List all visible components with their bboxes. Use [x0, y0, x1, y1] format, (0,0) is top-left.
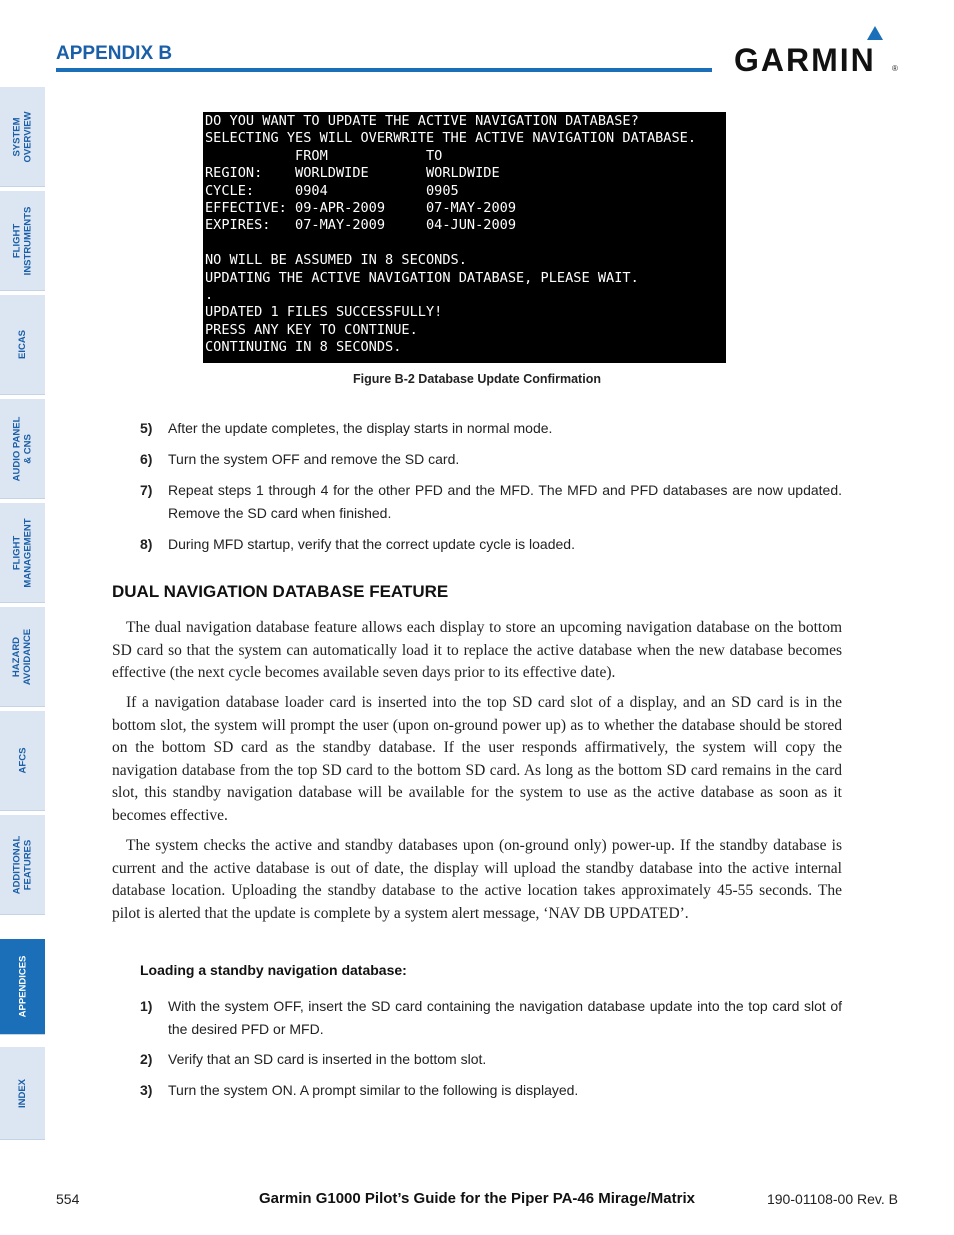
step-number: 5)	[140, 420, 153, 436]
tab-audio-panel[interactable]	[0, 399, 45, 499]
step-text: Repeat steps 1 through 4 for the other PFD and the MFD. The MFD and PFD databases are now updated. Remove the SD card when finished.	[168, 482, 842, 521]
screen-line: UPDATING THE ACTIVE NAVIGATION DATABASE, PLEASE WAIT.	[205, 269, 639, 286]
tab-index[interactable]	[0, 1047, 45, 1140]
tab-system-overview[interactable]	[0, 87, 45, 187]
body-paragraph: If a navigation database loader card is inserted into the top SD card slot of a display, and an SD card is in the bottom slot, the system will prompt the user (upon on-ground power up) as to whether the database should be stored on the bottom SD card as the standby database. If the user responds affirmatively, the system will copy the navigation database from the top SD card to the bottom SD card. As long as the bottom SD card remains in the card slot, this standby navigation database will be available for the system to use as the active database as soon as it becomes effective.	[112, 694, 842, 824]
step-item	[140, 1048, 842, 1071]
tab-label: ADDITIONAL FEATURES	[11, 835, 34, 894]
step-number: 1)	[140, 998, 153, 1014]
body-paragraph: The system checks the active and standby databases upon (on-ground only) power-up. If the standby database is current and the active database is out of date, the display will upload the standby database into the active internal database location. Uploading the standby database to the active location takes approximately 45-55 seconds. The pilot is alerted that the update is complete by a system alert message, ‘NAV DB UPDATED’.	[112, 837, 842, 922]
step-text: Verify that an SD card is inserted in the bottom slot.	[168, 1051, 487, 1067]
tab-afcs[interactable]	[0, 711, 45, 811]
step-number: 3)	[140, 1082, 153, 1098]
step-number: 8)	[140, 536, 153, 552]
tab-label: INDEX	[16, 1078, 28, 1108]
step-number: 2)	[140, 1051, 153, 1067]
screen-line: PRESS ANY KEY TO CONTINUE.	[205, 321, 418, 338]
page-number: 554	[56, 1191, 80, 1207]
tab-additional-features[interactable]	[0, 815, 45, 915]
step-item	[140, 448, 842, 471]
tab-label: AUDIO PANEL & CNS	[11, 416, 34, 481]
figure-caption: Figure B-2 Database Update Confirmation	[353, 372, 601, 386]
step-item	[140, 417, 842, 440]
tab-label: FLIGHT MANAGEMENT	[11, 517, 34, 588]
screen-line: NO WILL BE ASSUMED IN 8 SECONDS.	[205, 252, 467, 269]
tab-label: APPENDICES	[17, 955, 29, 1018]
logo-triangle-icon	[867, 26, 883, 40]
screen-line: SELECTING YES WILL OVERWRITE THE ACTIVE NAVIGATION DATABASE.	[205, 130, 697, 147]
screen-line: EFFECTIVE: 09-APR-2009 07-MAY-2009	[205, 199, 516, 216]
step-text: After the update completes, the display starts in normal mode.	[168, 420, 553, 436]
step-text: Turn the system ON. A prompt similar to the following is displayed.	[168, 1082, 579, 1098]
document-revision: 190-01108-00 Rev. B	[766, 1191, 898, 1207]
database-update-screen	[203, 112, 726, 363]
screen-line: CONTINUING IN 8 SECONDS.	[205, 339, 402, 356]
logo-wordmark: GARMIN	[734, 42, 876, 78]
garmin-logo	[734, 26, 902, 76]
section-title: APPENDIX B	[56, 43, 173, 64]
screen-line: FROM TO	[205, 147, 443, 164]
step-item	[140, 995, 842, 1040]
screen-line: REGION: WORLDWIDE WORLDWIDE	[205, 165, 500, 182]
tab-appendices[interactable]	[0, 939, 45, 1035]
screen-line	[205, 235, 726, 252]
step-item	[140, 533, 842, 556]
body-paragraph: The dual navigation database feature allows each display to store an upcoming navigation database on the bottom SD card so that the system can automatically load it to replace the active database when the new database becomes effective (the next cycle becomes available seven days prior to its effective date).	[112, 619, 842, 681]
step-text: Turn the system OFF and remove the SD card.	[168, 451, 460, 467]
step-text: During MFD startup, verify that the correct update cycle is loaded.	[168, 536, 575, 552]
screen-line: CYCLE: 0904 0905	[205, 182, 459, 199]
screen-line: UPDATED 1 FILES SUCCESSFULLY!	[205, 304, 443, 321]
step-text: With the system OFF, insert the SD card containing the navigation database update into the top card slot of the desired PFD or MFD.	[168, 998, 842, 1037]
screen-line: EXPIRES: 07-MAY-2009 04-JUN-2009	[205, 217, 516, 234]
logo-registered-mark: ®	[892, 64, 898, 73]
tab-label: EICAS	[16, 329, 28, 360]
step-number: 6)	[140, 451, 153, 467]
step-item	[140, 479, 842, 524]
tab-flight-instruments[interactable]	[0, 191, 45, 291]
header-rule	[56, 68, 712, 72]
section-heading: DUAL NAVIGATION DATABASE FEATURE	[112, 582, 449, 601]
step-number: 7)	[140, 482, 153, 498]
tab-hazard-avoidance[interactable]	[0, 607, 45, 707]
step-item	[140, 1079, 842, 1102]
tab-label: AFCS	[17, 747, 28, 774]
screen-line: .	[205, 286, 214, 303]
tab-label: HAZARD AVOIDANCE	[11, 628, 34, 685]
tab-flight-management[interactable]	[0, 503, 45, 603]
screen-line: DO YOU WANT TO UPDATE THE ACTIVE NAVIGATION DATABASE?	[205, 113, 639, 129]
document-title: Garmin G1000 Pilot’s Guide for the Piper PA-46 Mirage/Matrix	[259, 1190, 695, 1207]
tab-label: FLIGHT INSTRUMENTS	[11, 206, 34, 275]
tab-label: SYSTEM OVERVIEW	[11, 110, 34, 163]
procedure-heading: Loading a standby navigation database:	[140, 962, 407, 978]
